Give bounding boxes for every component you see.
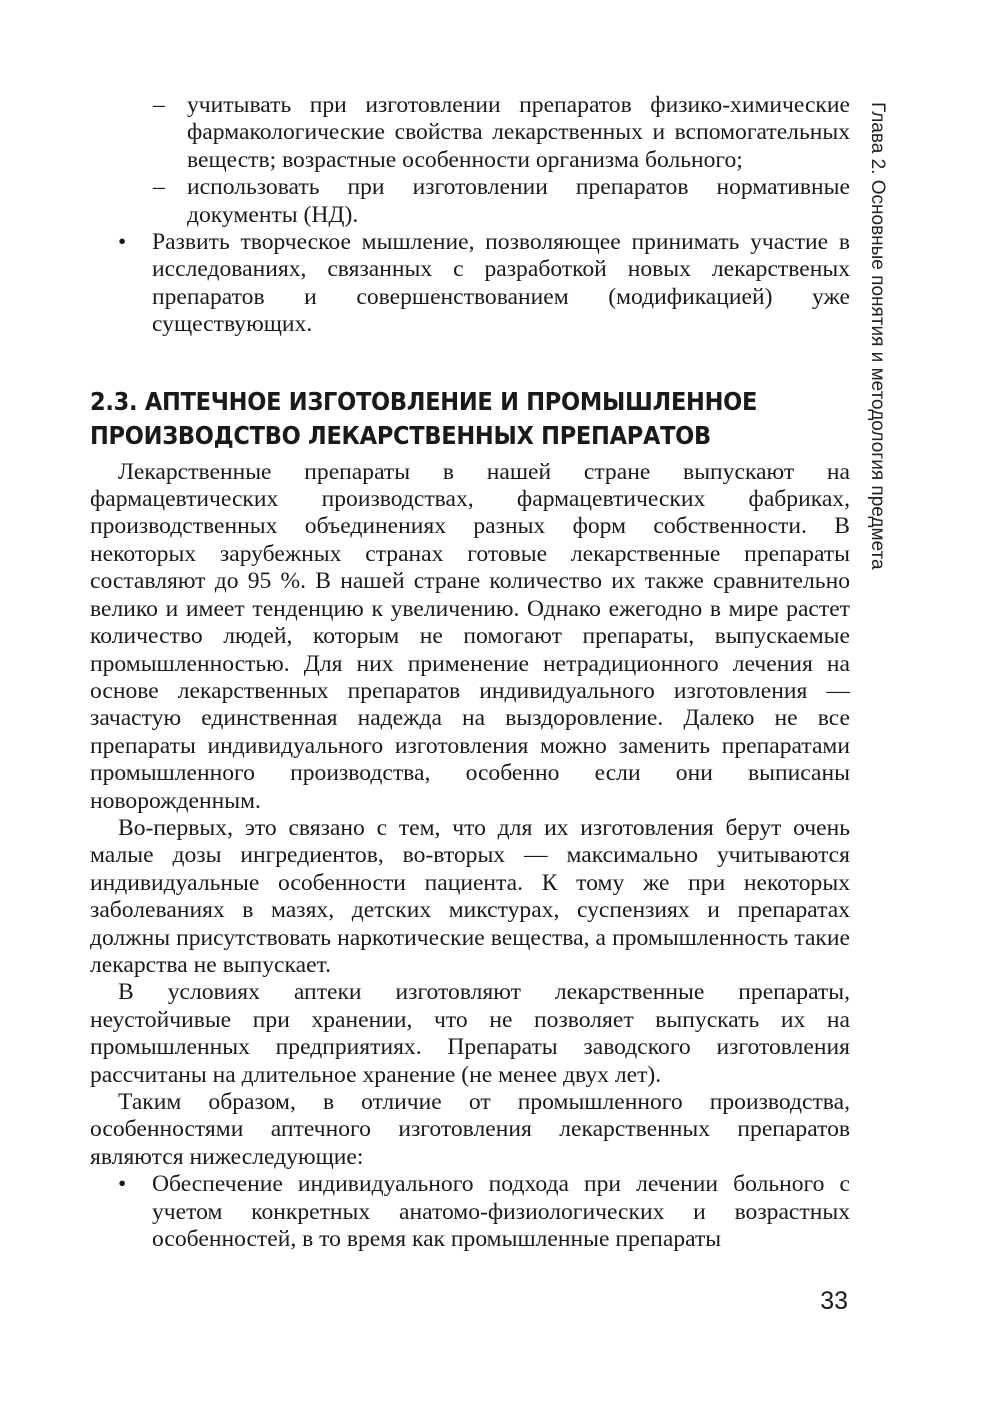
dash-marker: – [153, 174, 165, 201]
running-head: Глава 2. Основные понятия и методология предмета [867, 102, 888, 570]
dash-list-item [90, 92, 850, 174]
body-paragraph: Во-первых, это связано с тем, что для их изготовления берут очень малые дозы ингредиентов, во-вторых — максимально учитываются индивидуальные особенности пациента. К тому же при некоторых заболеваниях в мазях, детских микстурах, суспензиях и препаратах должны присутствовать наркотические вещества, а промышленность такие лекарства не выпускает. [90, 814, 850, 978]
dash-item-text: учитывать при изготовлении препаратов физико-химические фармакологические свойства лекарственных и вспомогательных веществ; возрастные особенности организма больного; [187, 92, 850, 173]
section-heading: 2.3. АПТЕЧНОЕ ИЗГОТОВЛЕНИЕ И ПРОМЫШЛЕННОЕ ПРОИЗВОДСТВО ЛЕКАРСТВЕННЫХ ПРЕПАРАТОВ [90, 386, 758, 450]
bullet-list [90, 1171, 850, 1253]
bullet-item-text: Обеспечение индивидуального подхода при лечении больного с учетом конкретных анатомо-физиологических и возрастных особенностей, в то время как промышленные препараты [152, 1171, 850, 1253]
dash-list-item [90, 174, 850, 229]
main-text-column [90, 92, 850, 1253]
body-paragraph: В условиях аптеки изготовляют лекарственные препараты, неустойчивые при хранении, что не позволяет выпускать их на промышленных предприятиях. Препараты заводского изготовления рассчитаны на длительное хранение (не менее двух лет). [90, 979, 850, 1088]
dash-marker: – [153, 92, 165, 118]
body-paragraph: Лекарственные препараты в нашей стране выпускают на фармацевтических производствах, фармацевтических фабриках, производственных объединениях разных форм собственности. В некоторых зарубежных странах готовые лекарственные препараты составляют до 95 %. В нашей стране количество их также сравнительно велико и имеет тенденцию к увеличению. Однако ежегодно в мире растет количество людей, которым не помогают препараты, выпускаемые промышленностью. Для них применение нетрадиционного лечения на основе лекарственных препаратов индивидуального изготовления — зачастую единственная надежда на выздоровление. Далеко не все препараты индивидуального изготовления можно заменить препаратами промышленного производства, особенно если они выписаны новорожденным. [90, 458, 850, 814]
bullet-list [90, 229, 850, 339]
bullet-marker: • [118, 229, 127, 256]
dash-list [90, 92, 850, 229]
bullet-list-item [90, 1171, 850, 1253]
bullet-marker: • [118, 1171, 127, 1198]
body-paragraph: Таким образом, в отличие от промышленного производства, особенностями аптечного изготовления лекарственных препаратов являются нижеследующие: [90, 1089, 850, 1170]
dash-item-text: использовать при изготовлении препаратов нормативные документы (НД). [187, 174, 850, 228]
bullet-item-text: Развить творческое мышление, позволяющее принимать участие в исследованиях, связанных с разработкой новых лекарственых препаратов и совершенствованием (модификацией) уже существующих. [152, 229, 850, 338]
bullet-list-item [90, 229, 850, 339]
page-number: 33 [820, 1287, 848, 1315]
